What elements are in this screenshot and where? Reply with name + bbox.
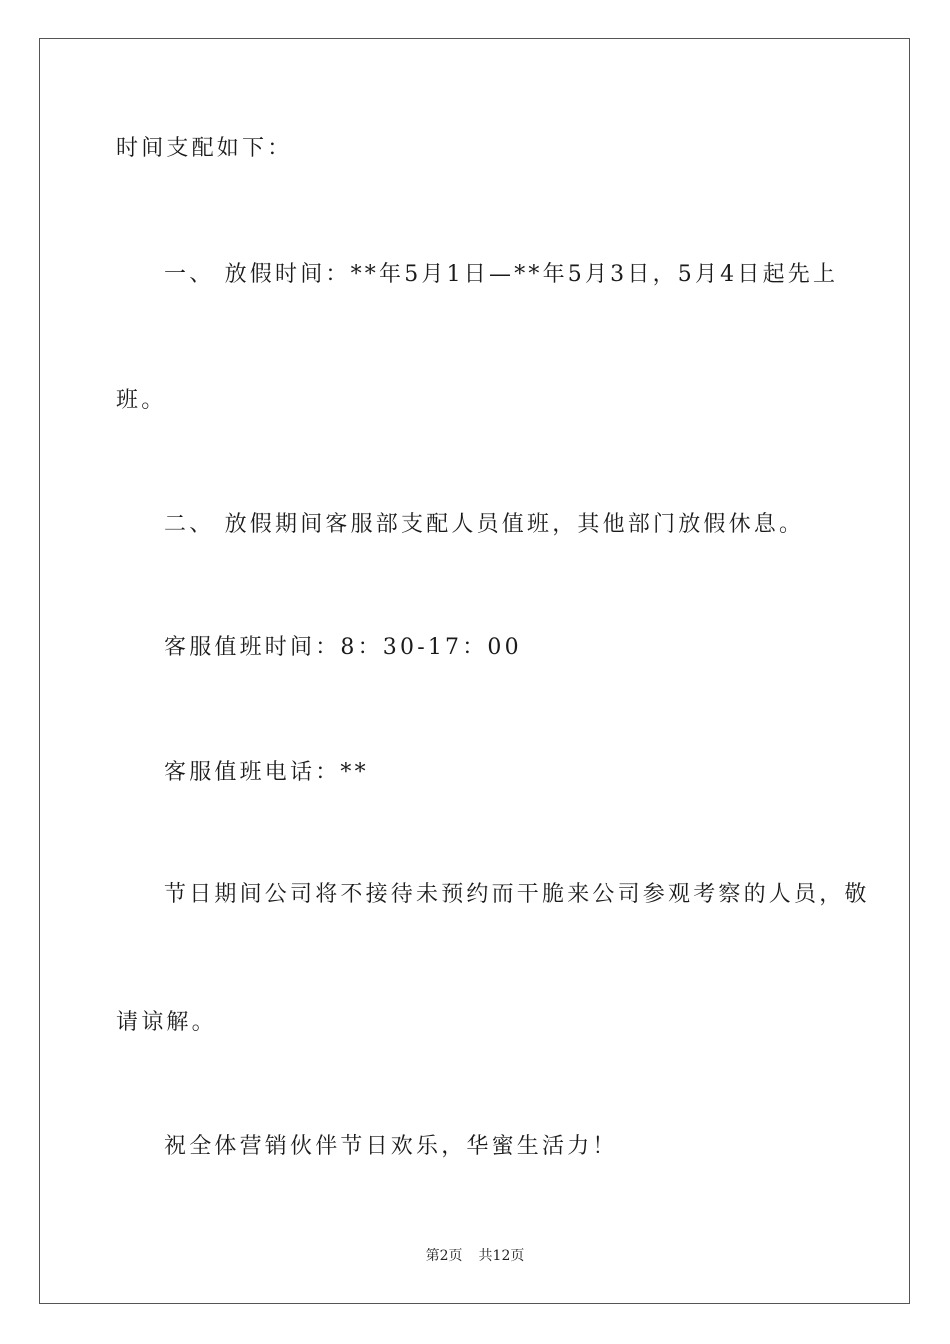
page-frame: [39, 38, 910, 1304]
text-line: 客服值班电话：**: [164, 760, 369, 785]
text-line: 请谅解。: [116, 1010, 217, 1035]
text-line: 班。: [116, 388, 167, 413]
text-line: 客服值班时间：8：30-17：00: [164, 635, 522, 660]
text-line: 一、 放假时间：**年5月1日—**年5月3日，5月4日起先上: [164, 262, 839, 287]
page-number: 第2页: [425, 1248, 463, 1264]
page-total: 共12页: [478, 1248, 525, 1264]
text-line: 祝全体营销伙伴节日欢乐，华蜜生活力！: [164, 1134, 618, 1159]
text-line: 二、 放假期间客服部支配人员值班，其他部门放假休息。: [164, 512, 805, 537]
page-footer: [0, 1247, 950, 1265]
text-line: 节日期间公司将不接待未预约而干脆来公司参观考察的人员，敬: [164, 882, 870, 907]
text-line: 时间支配如下：: [116, 136, 293, 161]
